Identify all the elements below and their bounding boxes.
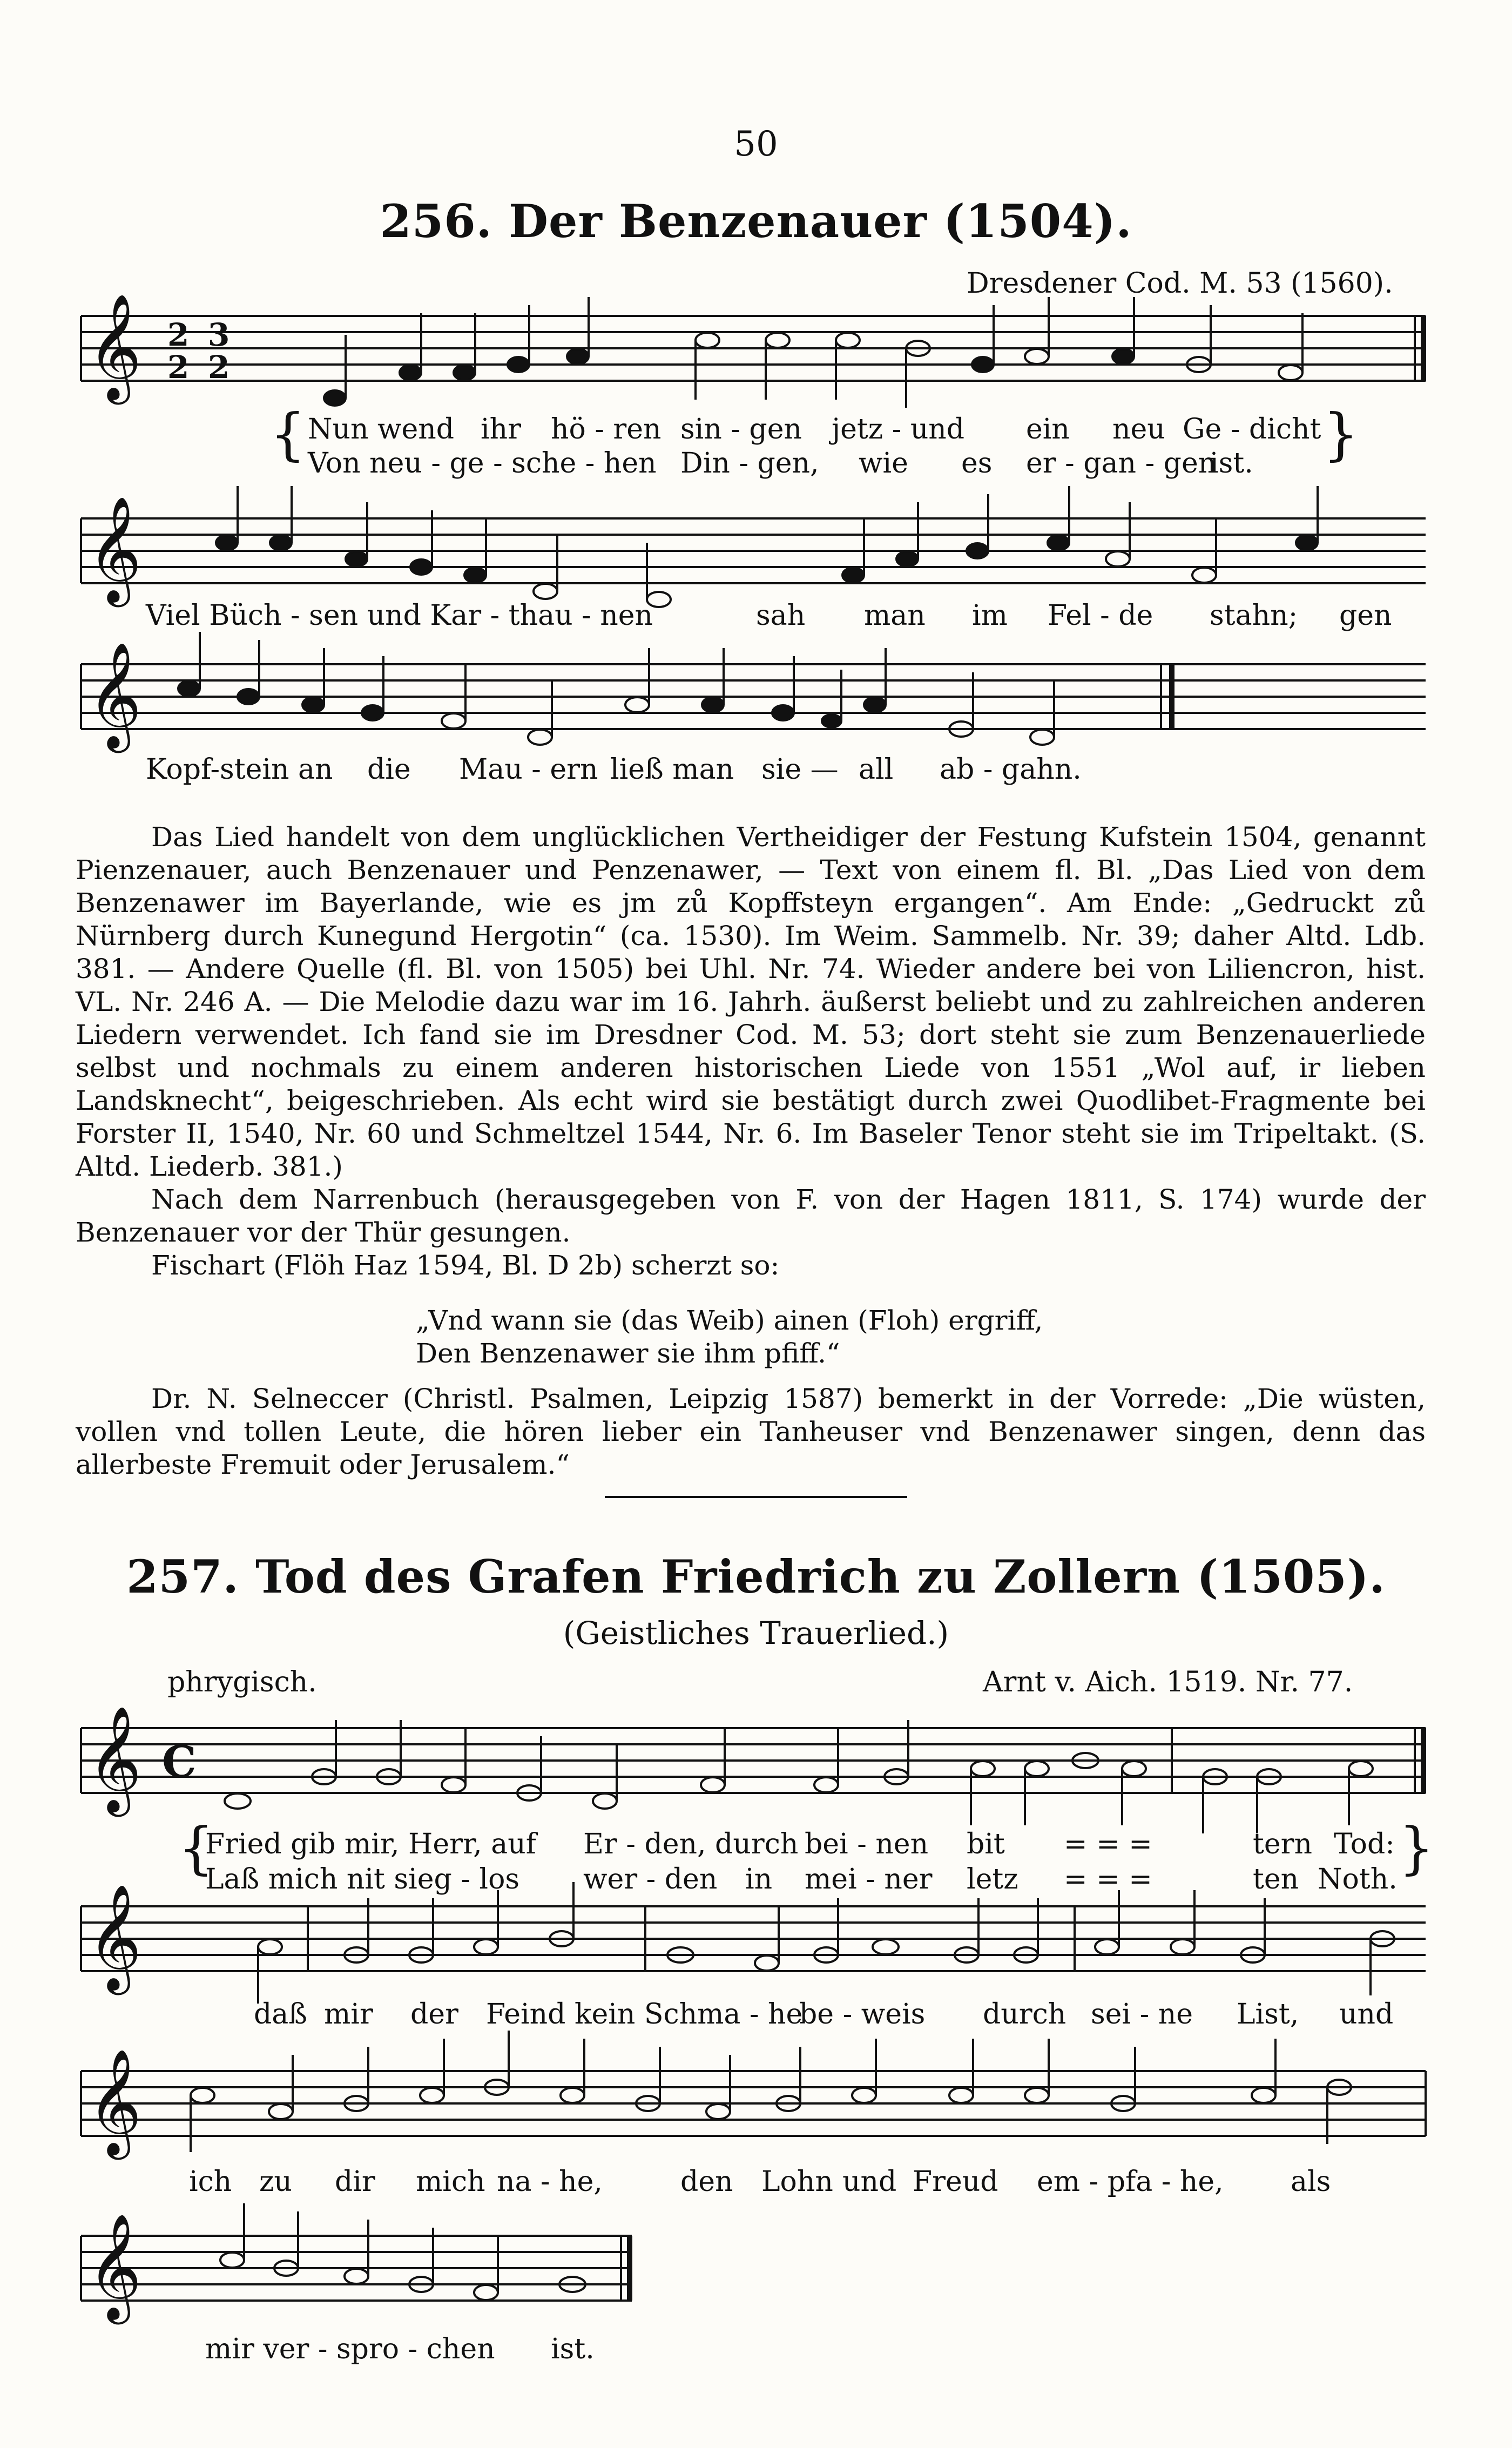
notes-256-2 — [216, 486, 1318, 607]
song-256-title: 256. Der Benzenauer (1504). — [380, 194, 1132, 248]
lyric-257-3-1: ich — [189, 2166, 232, 2198]
commentary-paragraph-3: Fischart (Flöh Haz 1594, Bl. D 2b) scherzt so: — [151, 1250, 780, 1281]
treble-clef-icon: 𝄞 — [87, 1884, 142, 1991]
commentary-paragraph-2: Nach dem Narrenbuch (herausgegeben von F. von der Hagen 1811, S. 174) wurde der Benzenauer vor der Thür gesungen. — [76, 1184, 1426, 1248]
svg-text:C: C — [162, 1736, 197, 1787]
svg-text:2: 2 — [167, 316, 190, 353]
lyric-257-1a-3: bei - nen — [805, 1828, 929, 1860]
lyric-256-1b-1: Von neu - ge - sche - hen — [308, 447, 657, 480]
lyric-257-1b-5: letz — [967, 1863, 1018, 1896]
lyric-257-3-2: zu — [259, 2166, 292, 2198]
lyric-256-1b-5: er - gan - gen — [1026, 447, 1217, 480]
lyric-257-1a-2: Er - den, durch — [583, 1828, 799, 1860]
lyric-256-3-5: sie — — [761, 753, 839, 786]
lyric-257-3-5: na - he, — [497, 2166, 603, 2198]
lyric-257-1b-4: mei - ner — [805, 1863, 933, 1896]
lyrics-brace-right: } — [1323, 401, 1359, 467]
lyric-256-2-6: stahn; — [1210, 599, 1298, 632]
lyric-256-1b-2: Din - gen, — [680, 447, 819, 480]
staff-256-1 — [81, 316, 1426, 381]
lyric-257-3-11: als — [1291, 2166, 1331, 2198]
treble-clef-icon: 𝄞 — [87, 496, 142, 603]
lyrics-brace-right: } — [1399, 1815, 1435, 1881]
lyric-257-1b-2: wer - den — [583, 1863, 718, 1896]
lyric-257-1a-4: bit — [967, 1828, 1005, 1860]
lyric-257-2-6: durch — [983, 1998, 1066, 2031]
lyric-256-2-3: man — [864, 599, 926, 632]
staff-256-3 — [81, 664, 1426, 729]
lyric-257-1b-1: Laß mich nit sieg - los — [205, 1863, 520, 1896]
lyric-257-2-8: List, — [1237, 1998, 1299, 2031]
lyric-257-1b-3: in — [745, 1863, 773, 1896]
lyric-257-3-8: und — [842, 2166, 897, 2198]
lyric-256-3-7: ab - gahn. — [940, 753, 1082, 786]
song-257-mode: phrygisch. — [167, 1666, 317, 1698]
notes-256-3 — [178, 632, 1054, 745]
lyric-256-1a-7: neu — [1112, 413, 1165, 446]
notes-256-1 — [324, 297, 1302, 408]
lyric-257-2-5: be - weis — [799, 1998, 926, 2031]
page-number: 50 — [734, 124, 778, 164]
lyric-257-3-10: em - pfa - he, — [1037, 2166, 1224, 2198]
treble-clef-icon: 𝄞 — [87, 2048, 142, 2155]
lyric-256-3-3: Mau - ern — [459, 753, 598, 786]
lyric-256-2-2: sah — [756, 599, 806, 632]
treble-clef-icon: 𝄞 — [87, 2213, 142, 2320]
lyric-256-1a-2: ihr — [481, 413, 521, 446]
lyric-257-4-1: mir ver - spro - chen — [205, 2333, 495, 2365]
lyric-256-1a-3: hö - ren — [551, 413, 662, 446]
treble-clef-icon: 𝄞 — [87, 642, 142, 748]
lyrics-brace-left: { — [178, 1815, 214, 1881]
lyric-257-3-9: Freud — [913, 2166, 998, 2198]
lyric-257-2-4: Feind kein Schma - he — [486, 1998, 803, 2031]
lyric-256-3-4: ließ man — [610, 753, 734, 786]
commentary-closing — [76, 1383, 1426, 1481]
quote-line-2: Den Benzenawer sie ihm pfiff.“ — [416, 1338, 840, 1369]
lyric-256-2-7: gen — [1339, 599, 1392, 632]
lyric-257-1b-6: = = = — [1064, 1863, 1152, 1896]
lyric-256-1a-5: jetz - und — [832, 413, 965, 446]
song-257-title: 257. Tod des Grafen Friedrich zu Zollern (1505). — [126, 1550, 1386, 1603]
notes-257-2 — [258, 1882, 1394, 2004]
lyric-256-1a-1: Nun wend — [308, 413, 455, 446]
lyric-257-3-6: den — [680, 2166, 733, 2198]
quote-line-1: „Vnd wann sie (das Weib) ainen (Floh) ergriff, — [416, 1305, 1043, 1336]
commentary-paragraph-1: Das Lied handelt von dem unglücklichen Vertheidiger der Festung Kufstein 1504, genannt Pienzenauer, auch Benzenauer und Penzenawer, — Text von einem fl. Bl. „Das Lied von dem Benzenawer im Bayerlande, wie es jm zů Kopffsteyn ergangen“. Am Ende: „Gedruckt zů Nürnberg durch Kunegund Hergotin“ (ca. 1530). Im Weim. Sammelb. Nr. 39; daher Altd. Ldb. 381. — Andere Quelle (fl. Bl. von 1505) bei Uhl. Nr. 74. Wieder andere bei von Liliencron, hist. VL. Nr. 246 A. — Die Melodie dazu war im 16. Jahrh. äußerst beliebt und zu zahlreichen anderen Liedern verwendet. Ich fand sie im Dresdner Cod. M. 53; dort steht sie zum Benzenauerliede selbst und nochmals zu einem anderen historischen Liede von 1551 „Wol auf, ir lieben Landsknecht“, beigeschrieben. Als echt wird sie bestätigt durch zwei Quodlibet-Fragmente bei Forster II, 1540, Nr. 60 und Schmeltzel 1544, Nr. 6. Im Baseler Tenor steht sie im Tripeltakt. (S. Altd. Liederb. 381.) — [76, 821, 1426, 1182]
section-separator — [605, 1496, 907, 1498]
lyric-257-2-7: sei - ne — [1091, 1998, 1193, 2031]
lyric-257-2-3: der — [410, 1998, 458, 2031]
lyric-257-2-9: und — [1339, 1998, 1394, 2031]
lyric-256-1b-4: es — [961, 447, 993, 480]
lyric-257-3-7: Lohn — [761, 2166, 833, 2198]
lyric-257-1b-7: ten — [1253, 1863, 1299, 1896]
lyric-256-3-2: die — [367, 753, 411, 786]
lyric-257-2-1: daß — [254, 1998, 308, 2031]
lyric-257-4-2: ist. — [551, 2333, 595, 2365]
lyric-256-1a-6: ein — [1026, 413, 1070, 446]
svg-text:2: 2 — [167, 349, 190, 386]
song-257-source: Arnt v. Aich. 1519. Nr. 77. — [983, 1666, 1353, 1698]
lyric-257-1a-7: Tod: — [1334, 1828, 1395, 1860]
lyric-256-2-4: im — [972, 599, 1008, 632]
lyric-257-1a-6: tern — [1253, 1828, 1313, 1860]
treble-clef-icon: 𝄞 — [87, 293, 142, 400]
lyric-256-1a-8: Ge - dicht — [1183, 413, 1321, 446]
staff-257-2 — [81, 1906, 1426, 1971]
svg-text:3: 3 — [208, 316, 230, 353]
lyrics-brace-left: { — [270, 401, 306, 467]
lyric-257-1a-1: Fried gib mir, Herr, auf — [205, 1828, 536, 1860]
lyric-256-1b-6: ist. — [1210, 447, 1253, 480]
svg-text:2: 2 — [208, 349, 230, 386]
lyric-256-2-5: Fel - de — [1048, 599, 1153, 632]
commentary-256 — [76, 821, 1426, 1282]
lyric-256-3-6: all — [859, 753, 894, 786]
commentary-closing-text: Dr. N. Selneccer (Christl. Psalmen, Leipzig 1587) bemerkt in der Vorrede: „Die wüsten, vollen vnd tollen Leute, die hören lieber ein Tanheuser vnd Benzenawer singen, denn das allerbeste Fremuit oder Jerusalem.“ — [76, 1383, 1426, 1480]
notes-257-3 — [191, 2031, 1351, 2152]
lyric-256-1a-4: sin - gen — [680, 413, 802, 446]
lyric-257-1b-8: Noth. — [1318, 1863, 1398, 1896]
lyric-257-2-2: mir — [324, 1998, 373, 2031]
staff-257-1 — [81, 1728, 1426, 1793]
song-257-subtitle: (Geistliches Trauerlied.) — [563, 1615, 949, 1651]
lyric-256-3-1: Kopf-stein an — [146, 753, 333, 786]
song-256-source: Dresdener Cod. M. 53 (1560). — [967, 267, 1393, 300]
lyric-257-1a-5: = = = — [1064, 1828, 1152, 1860]
lyric-256-2-1: Viel Büch - sen und Kar - thau - nen — [146, 599, 653, 632]
lyric-256-1b-3: wie — [859, 447, 908, 480]
treble-clef-icon: 𝄞 — [87, 1705, 142, 1812]
lyric-257-3-3: dir — [335, 2166, 375, 2198]
lyric-257-3-4: mich — [416, 2166, 485, 2198]
